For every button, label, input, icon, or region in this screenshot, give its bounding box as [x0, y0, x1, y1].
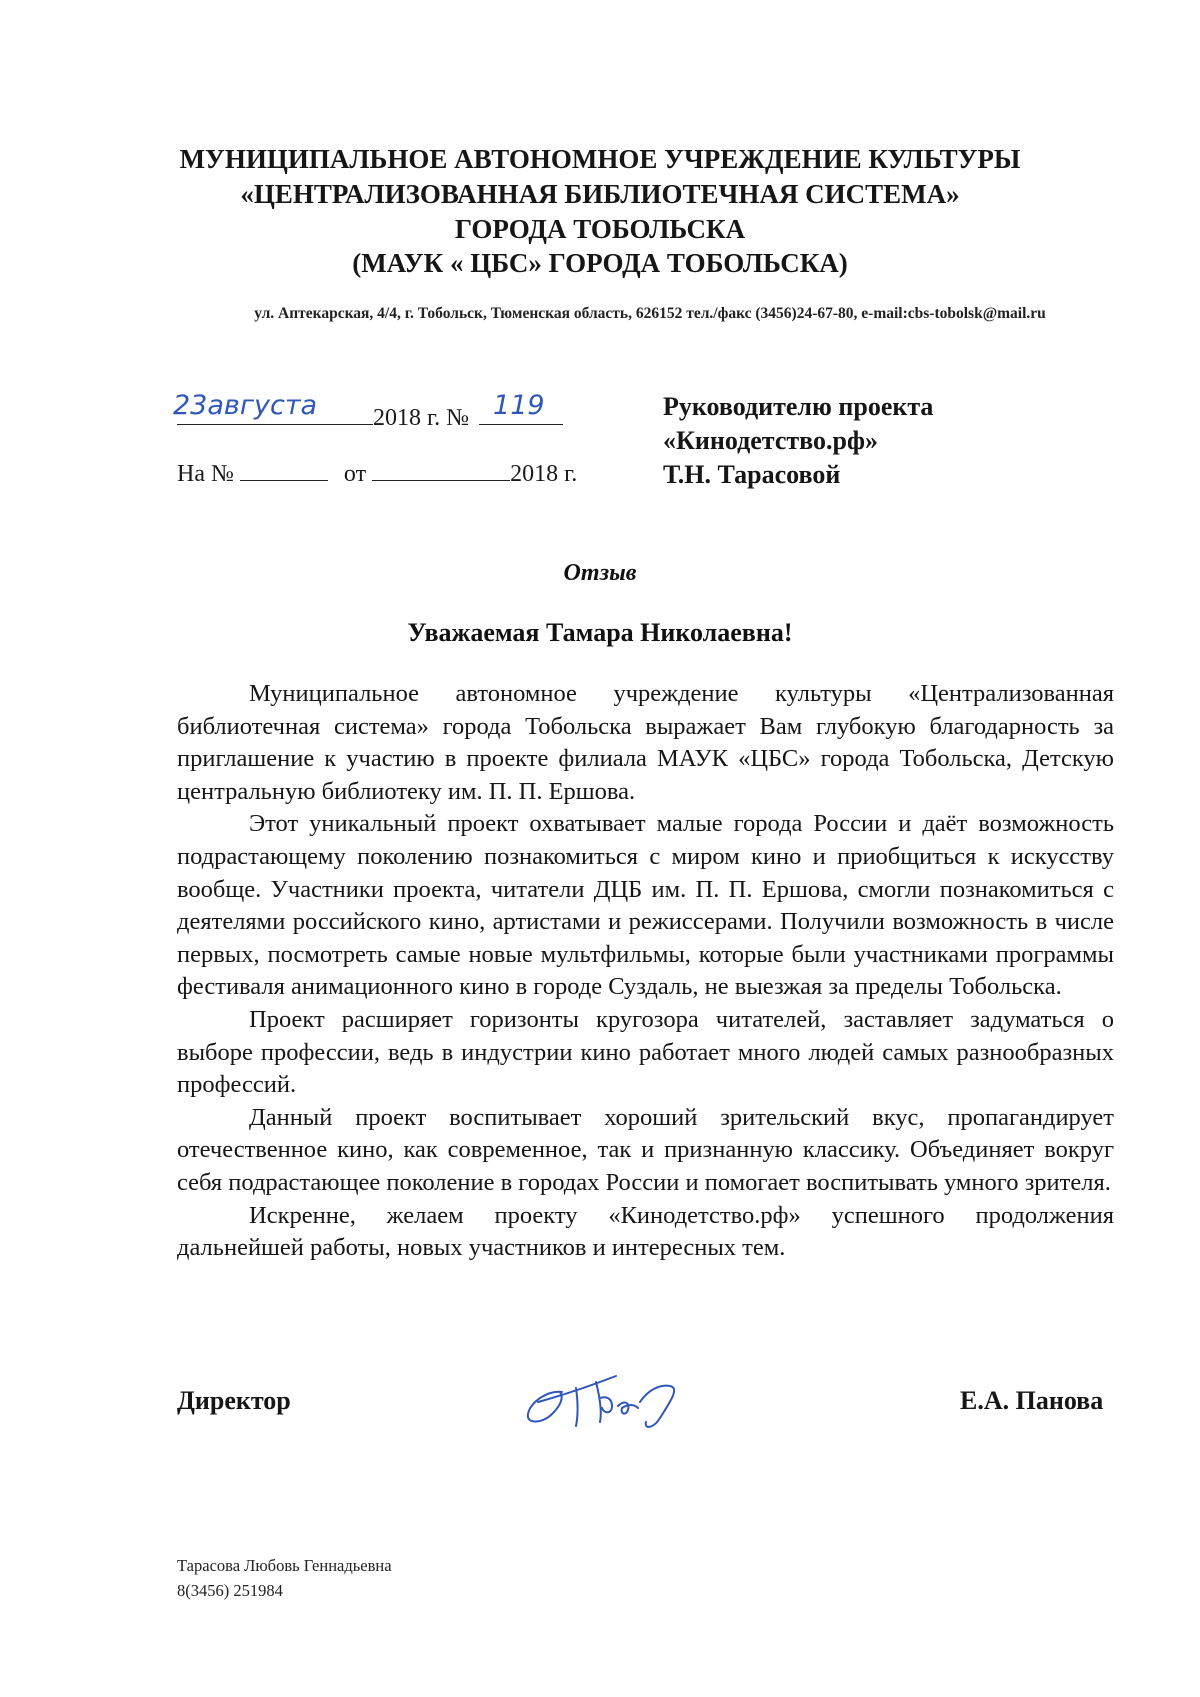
org-short-name: (МАУК « ЦБС» ГОРОДА ТОБОЛЬСКА): [352, 248, 848, 278]
addressee-line2: «Кинодетство.рф»: [663, 426, 878, 455]
executor-block: [177, 1553, 392, 1603]
body-paragraph: Этот уникальный проект охватывает малые города России и даёт возможность подрастающему поколению познакомиться с миром кино и приобщиться к искусству вообще. Участники проекта, читатели ДЦБ им. П. П. Ершова, смогли познакомиться с деятелями российского кино, артистами и режиссерами. Получили возможность в числе первых, посмотреть самые новые мультфильмы, которые были участниками программы фестиваля анимационного кино в городе Суздаль, не выезжая за пределы Тобольска.: [177, 810, 1114, 1001]
executor-phone: 8(3456) 251984: [177, 1581, 283, 1600]
year-number-label: 2018 г. №: [373, 405, 470, 431]
handwritten-signature: [520, 1362, 700, 1434]
org-city-line: ГОРОДА ТОБОЛЬСКА: [454, 214, 746, 244]
handwritten-number: 119: [493, 390, 545, 421]
org-name-line2: «ЦЕНТРАЛИЗОВАННАЯ БИБЛИОТЕЧНАЯ СИСТЕМА»: [240, 179, 960, 209]
handwritten-date: 23августа: [173, 390, 318, 421]
ref-date-field: [372, 456, 510, 481]
letter-title: Отзыв: [563, 560, 637, 586]
number-field: [479, 390, 563, 425]
addressee-block: [663, 390, 933, 492]
letter-greeting: Уважаемая Тамара Николаевна!: [407, 618, 793, 647]
incoming-reference: [177, 456, 577, 488]
date-field: [173, 390, 373, 425]
body-paragraph: Искренне, желаем проекту «Кинодетство.рф» успешного продолжения дальнейшей работы, новых участников и интересных тем.: [177, 1201, 1114, 1262]
signer-name: Е.А. Панова: [960, 1386, 1104, 1415]
body-paragraph: Муниципальное автономное учреждение культуры «Централизованная библиотечная система» города Тобольска выражает Вам глубокую благодарность за приглашение к участию в проекте филиала МАУК «ЦБС» города Тобольска, Детскую центральную библиотеку им. П. П. Ершова.: [177, 680, 1114, 805]
ref-year-label: 2018 г.: [510, 461, 578, 487]
signer-position: Директор: [177, 1386, 291, 1415]
body-paragraph: Проект расширяет горизонты кругозора читателей, заставляет задуматься о выборе профессии, ведь в индустрии кино работает много людей самых разнообразных профессий.: [177, 1005, 1114, 1099]
executor-name: Тарасова Любовь Геннадьевна: [177, 1556, 392, 1575]
outgoing-registration: [173, 390, 563, 432]
ref-from-label: от: [343, 461, 367, 487]
addressee-line1: Руководителю проекта: [663, 392, 934, 421]
addressee-line3: Т.Н. Тарасовой: [663, 460, 841, 489]
body-paragraph: Данный проект воспитывает хороший зрительский вкус, пропагандирует отечественное кино, как современное, так и признанную классику. Объединяет вокруг себя подрастающее поколение в городах России и помогает воспитывать умного зрителя.: [177, 1103, 1114, 1196]
ref-number-label: На №: [177, 461, 234, 487]
org-address: ул. Аптекарская, 4/4, г. Тобольск, Тюменская область, 626152 тел./факс (3456)24-67-80, e-mail:cbs-tobolsk@mail.ru: [254, 305, 1046, 322]
ref-number-field: [240, 456, 328, 481]
letter-body: [177, 678, 1114, 1265]
org-name-line1: МУНИЦИПАЛЬНОЕ АВТОНОМНОЕ УЧРЕЖДЕНИЕ КУЛЬТУРЫ: [179, 144, 1021, 174]
